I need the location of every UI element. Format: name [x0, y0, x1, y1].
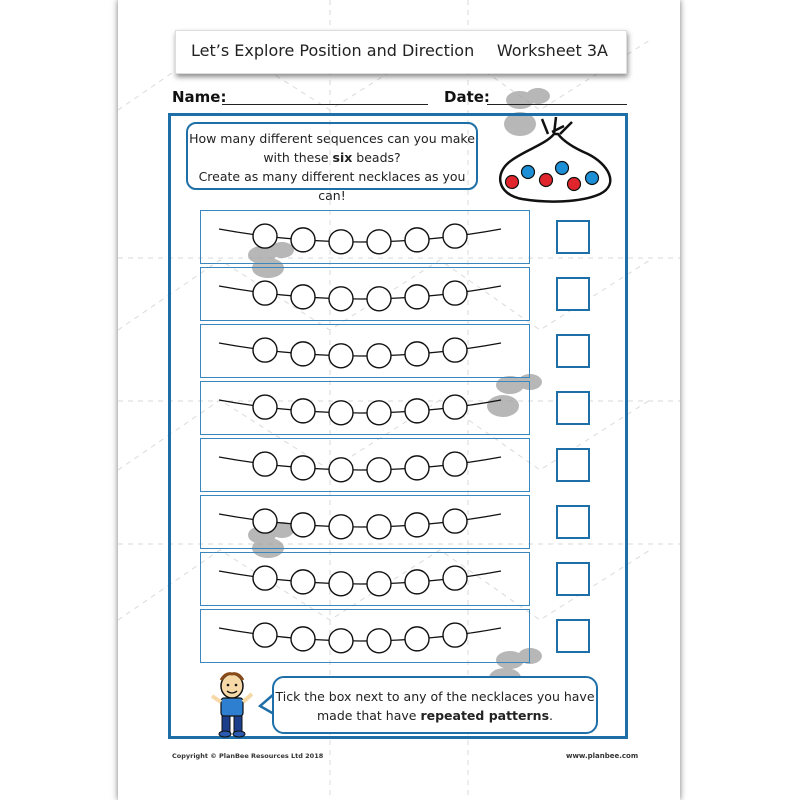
empty-bead[interactable] — [291, 513, 315, 537]
empty-bead[interactable] — [329, 287, 353, 311]
tick-checkbox[interactable] — [556, 562, 590, 596]
tick-checkbox[interactable] — [556, 334, 590, 368]
date-label: Date: — [444, 88, 490, 106]
empty-bead[interactable] — [367, 515, 391, 539]
bag-bead — [522, 166, 535, 179]
child-illustration — [208, 672, 258, 738]
necklace-row — [200, 210, 530, 264]
necklace-row — [200, 609, 530, 663]
empty-bead[interactable] — [329, 344, 353, 368]
necklace-drawing — [201, 496, 531, 550]
instructions-box — [186, 122, 478, 203]
date-field[interactable] — [487, 104, 627, 105]
instruction-line-2: with these six beads? — [263, 150, 401, 165]
empty-bead[interactable] — [443, 395, 467, 419]
empty-bead[interactable] — [329, 458, 353, 482]
empty-bead[interactable] — [329, 629, 353, 653]
bag-bead — [540, 174, 553, 187]
name-date-row — [172, 88, 628, 108]
empty-bead[interactable] — [367, 572, 391, 596]
empty-bead[interactable] — [253, 623, 277, 647]
empty-bead[interactable] — [367, 287, 391, 311]
empty-bead[interactable] — [405, 513, 429, 537]
necklace-row — [200, 495, 530, 549]
necklace-drawing — [201, 553, 531, 607]
bag-bead — [568, 178, 581, 191]
empty-bead[interactable] — [405, 228, 429, 252]
page-title: Let’s Explore Position and Direction — [191, 41, 475, 60]
necklace-list — [200, 210, 530, 666]
copyright-text: Copyright © PlanBee Resources Ltd 2018 — [172, 752, 324, 760]
empty-bead[interactable] — [367, 230, 391, 254]
bag-bead — [586, 172, 599, 185]
empty-bead[interactable] — [443, 338, 467, 362]
empty-bead[interactable] — [443, 224, 467, 248]
empty-bead[interactable] — [291, 456, 315, 480]
bag-bead — [556, 162, 569, 175]
empty-bead[interactable] — [367, 344, 391, 368]
empty-bead[interactable] — [291, 342, 315, 366]
necklace-row — [200, 438, 530, 492]
tick-checkbox[interactable] — [556, 391, 590, 425]
empty-bead[interactable] — [329, 230, 353, 254]
empty-bead[interactable] — [253, 338, 277, 362]
necklace-row — [200, 381, 530, 435]
tick-checkbox[interactable] — [556, 448, 590, 482]
name-label: Name: — [172, 88, 227, 106]
empty-bead[interactable] — [253, 224, 277, 248]
instruction-line-1: How many different sequences can you make — [189, 131, 475, 146]
empty-bead[interactable] — [253, 281, 277, 305]
tick-checkbox[interactable] — [556, 619, 590, 653]
empty-bead[interactable] — [405, 399, 429, 423]
empty-bead[interactable] — [253, 566, 277, 590]
empty-bead[interactable] — [367, 629, 391, 653]
empty-bead[interactable] — [291, 627, 315, 651]
empty-bead[interactable] — [367, 458, 391, 482]
tick-checkbox[interactable] — [556, 277, 590, 311]
name-field[interactable] — [222, 104, 428, 105]
empty-bead[interactable] — [405, 570, 429, 594]
empty-bead[interactable] — [253, 509, 277, 533]
necklace-drawing — [201, 325, 531, 379]
necklace-row — [200, 267, 530, 321]
tick-checkbox[interactable] — [556, 505, 590, 539]
empty-bead[interactable] — [443, 509, 467, 533]
empty-bead[interactable] — [405, 342, 429, 366]
empty-bead[interactable] — [329, 401, 353, 425]
necklace-drawing — [201, 382, 531, 436]
tick-checkbox[interactable] — [556, 220, 590, 254]
empty-bead[interactable] — [443, 566, 467, 590]
empty-bead[interactable] — [291, 399, 315, 423]
empty-bead[interactable] — [291, 570, 315, 594]
bag-bead — [506, 176, 519, 189]
worksheet-number: Worksheet 3A — [496, 41, 608, 60]
necklace-drawing — [201, 211, 531, 265]
empty-bead[interactable] — [291, 285, 315, 309]
empty-bead[interactable] — [329, 572, 353, 596]
empty-bead[interactable] — [253, 395, 277, 419]
necklace-row — [200, 552, 530, 606]
empty-bead[interactable] — [443, 452, 467, 476]
empty-bead[interactable] — [443, 281, 467, 305]
necklace-row — [200, 324, 530, 378]
necklace-drawing — [201, 610, 531, 664]
empty-bead[interactable] — [405, 456, 429, 480]
empty-bead[interactable] — [253, 452, 277, 476]
title-banner — [175, 30, 627, 74]
empty-bead[interactable] — [367, 401, 391, 425]
empty-bead[interactable] — [291, 228, 315, 252]
prompt-line-1: Tick the box next to any of the necklaces you have — [275, 689, 595, 704]
empty-bead[interactable] — [405, 627, 429, 651]
bead-bag-illustration — [488, 114, 618, 204]
empty-bead[interactable] — [443, 623, 467, 647]
instruction-line-3: Create as many different necklaces as you can! — [198, 169, 466, 203]
necklace-drawing — [201, 439, 531, 493]
website-text: www.planbee.com — [566, 752, 639, 760]
necklace-drawing — [201, 268, 531, 322]
empty-bead[interactable] — [405, 285, 429, 309]
empty-bead[interactable] — [329, 515, 353, 539]
prompt-speech-bubble — [272, 676, 598, 734]
prompt-line-2: made that have repeated patterns. — [317, 708, 553, 723]
